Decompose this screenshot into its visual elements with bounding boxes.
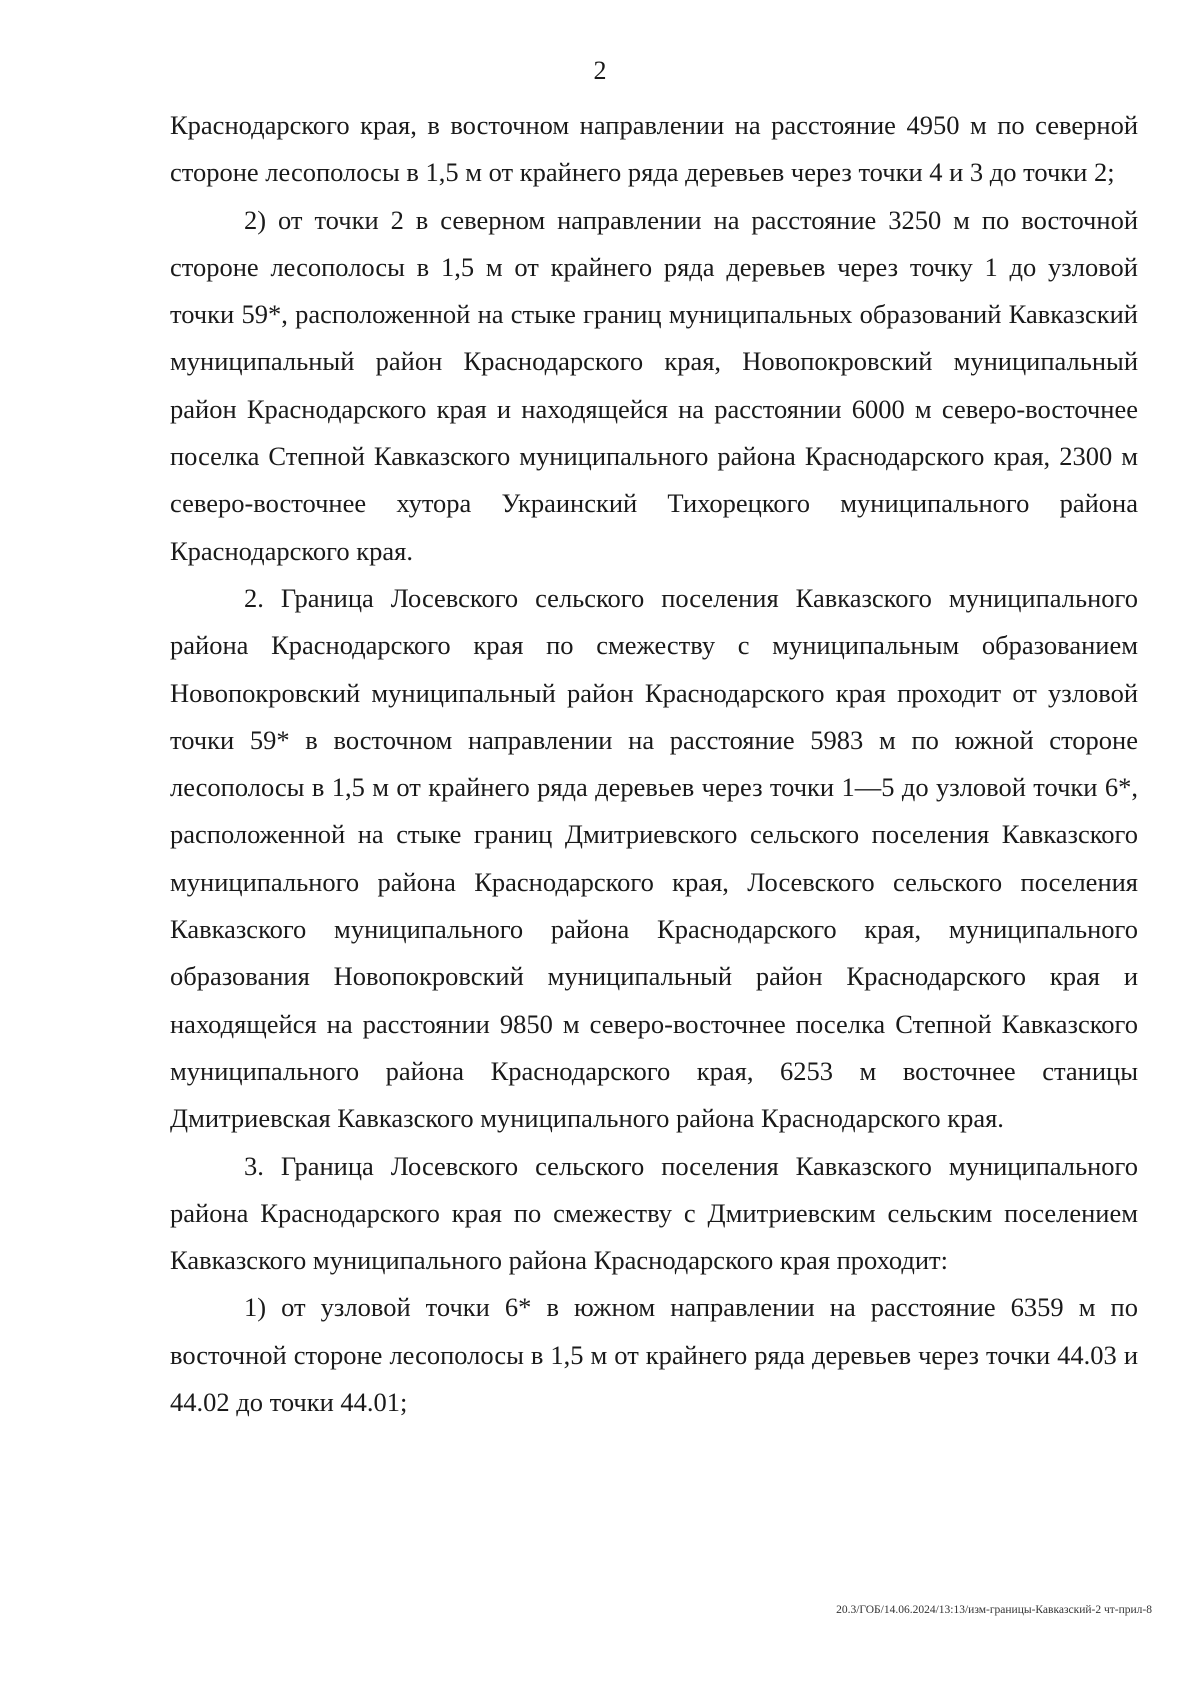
paragraph-section-3: 3. Граница Лосевского сельского поселения Кавказского муниципального района Краснодарского края по смежеству с Дмитриевским сельским поселением Кавказского муниципального района Краснодарского края проходит: (170, 1150, 1138, 1276)
paragraph-item-2: 2) от точки 2 в северном направлении на расстояние 3250 м по восточной стороне лесополосы в 1,5 м от крайнего ряда деревьев через точку 1 до узловой точки 59*, расположенной на стыке границ муниципальных образований Кавказский муниципальный район Краснодарского края, Новопокровский муниципальный район Краснодарского края и находящейся на расстоянии 6000 м северо-восточнее поселка Степной Кавказского муниципального района Краснодарского края, 2300 м северо-восточнее хутора Украинский Тихорецкого муниципального района Краснодарского края. (170, 204, 1138, 566)
footer-document-code: 20.3/ГОБ/14.06.2024/13:13/изм-границы-Кавказский-2 чт-прил-8 (836, 1604, 1152, 1616)
paragraph-section-2: 2. Граница Лосевского сельского поселения Кавказского муниципального района Краснодарского края по смежеству с муниципальным образованием Новопокровский муниципальный район Краснодарского края проходит от узловой точки 59* в восточном направлении на расстояние 5983 м по южной стороне лесополосы в 1,5 м от крайнего ряда деревьев через точки 1—5 до узловой точки 6*, расположенной на стыке границ Дмитриевского сельского поселения Кавказского муниципального района Краснодарского края, Лосевского сельского поселения Кавказского муниципального района Краснодарского края, муниципального образования Новопокровский муниципальный район Краснодарского края и находящейся на расстоянии 9850 м северо-восточнее поселка Степной Кавказского муниципального района Краснодарского края, 6253 м восточнее станицы Дмитриевская Кавказского муниципального района Краснодарского края. (170, 582, 1138, 1134)
paragraph-item-1: 1) от узловой точки 6* в южном направлении на расстояние 6359 м по восточной стороне лесополосы в 1,5 м от крайнего ряда деревьев через точки 44.03 и 44.02 до точки 44.01; (170, 1292, 1138, 1418)
paragraph-continuation: Краснодарского края, в восточном направлении на расстояние 4950 м по северной стороне лесополосы в 1,5 м от крайнего ряда деревьев через точки 4 и 3 до точки 2; (170, 110, 1138, 188)
document-body (170, 102, 1138, 1426)
page-number: 2 (593, 56, 607, 85)
